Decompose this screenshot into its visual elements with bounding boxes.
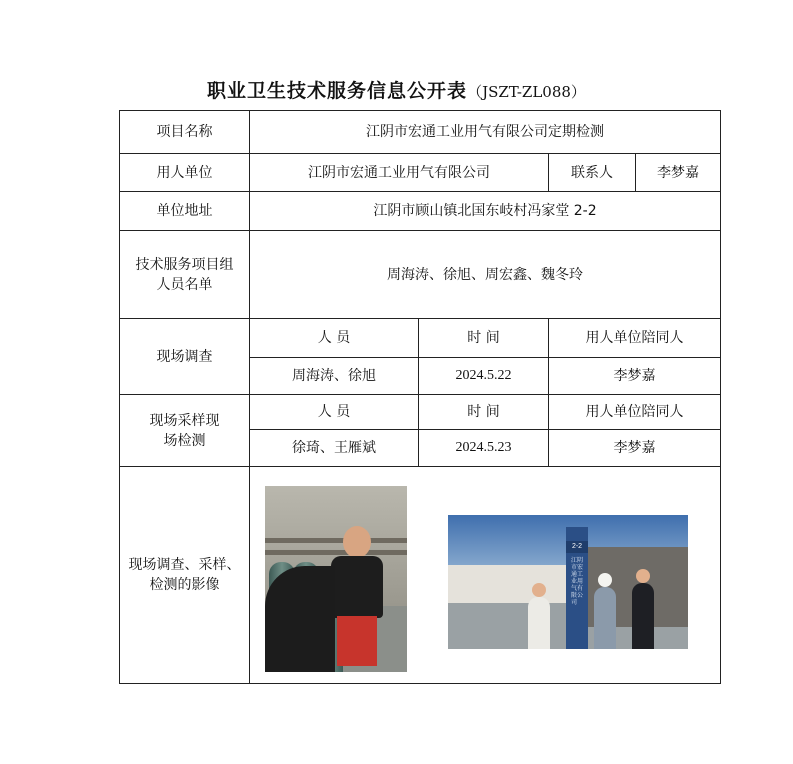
survey-col-personnel: 人 员 bbox=[250, 319, 419, 358]
contact-value: 李梦嘉 bbox=[636, 154, 721, 192]
title-code: （JSZT-ZL088） bbox=[467, 83, 586, 101]
gate-plate: 2-2 bbox=[566, 541, 588, 553]
row-project bbox=[120, 111, 721, 154]
team-label: 技术服务项目组人员名单 bbox=[120, 231, 250, 319]
page-title bbox=[0, 76, 793, 103]
sampling-col-time: 时 间 bbox=[419, 395, 549, 430]
survey-label: 现场调查 bbox=[120, 319, 250, 395]
contact-label: 联系人 bbox=[549, 154, 636, 192]
sampling-col-personnel: 人 员 bbox=[250, 395, 419, 430]
client-label: 用人单位 bbox=[120, 154, 250, 192]
survey-time: 2024.5.22 bbox=[419, 358, 549, 395]
project-value: 江阴市宏通工业用气有限公司定期检测 bbox=[250, 111, 721, 154]
gate-sign-text: 江阴市宏通工业用气有限公司 bbox=[571, 557, 584, 606]
row-survey-header bbox=[120, 319, 721, 358]
company-sign bbox=[566, 527, 588, 649]
sampling-escort: 李梦嘉 bbox=[549, 430, 721, 467]
sampling-time: 2024.5.23 bbox=[419, 430, 549, 467]
address-label: 单位地址 bbox=[120, 192, 250, 231]
row-team bbox=[120, 231, 721, 319]
survey-escort: 李梦嘉 bbox=[549, 358, 721, 395]
survey-col-escort: 用人单位陪同人 bbox=[549, 319, 721, 358]
survey-col-time: 时 间 bbox=[419, 319, 549, 358]
images-label: 现场调查、采样、检测的影像 bbox=[120, 467, 250, 684]
sampling-col-escort: 用人单位陪同人 bbox=[549, 395, 721, 430]
site-photo-cylinders bbox=[265, 486, 407, 672]
project-label: 项目名称 bbox=[120, 111, 250, 154]
sampling-label: 现场采样现场检测 bbox=[120, 395, 250, 467]
sampling-personnel: 徐琦、王雁斌 bbox=[250, 430, 419, 467]
team-value: 周海涛、徐旭、周宏鑫、魏冬玲 bbox=[250, 231, 721, 319]
client-value: 江阴市宏通工业用气有限公司 bbox=[250, 154, 549, 192]
row-address bbox=[120, 192, 721, 231]
row-client bbox=[120, 154, 721, 192]
survey-personnel: 周海涛、徐旭 bbox=[250, 358, 419, 395]
worker-figure bbox=[327, 526, 387, 672]
address-value: 江阴市顾山镇北国东岐村冯家堂 2-2 bbox=[250, 192, 721, 231]
row-sampling-header bbox=[120, 395, 721, 430]
site-photo-gate bbox=[448, 515, 688, 649]
title-text: 职业卫生技术服务信息公开表 bbox=[207, 80, 468, 102]
